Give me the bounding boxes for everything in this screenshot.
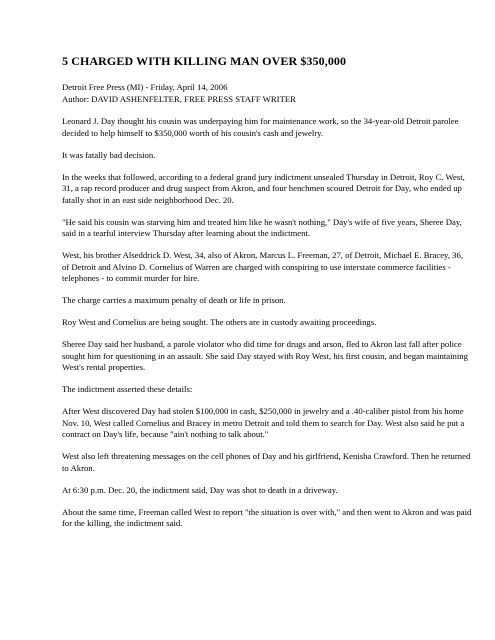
paragraph: At 6:30 p.m. Dec. 20, the indictment said, Day was shot to death in a driveway. xyxy=(62,484,338,495)
paragraph: Roy West and Cornelius are being sought. The others are in custody awaiting proceedings. xyxy=(62,317,377,327)
article-headline: 5 CHARGED WITH KILLING MAN OVER $350,000 xyxy=(62,54,347,68)
paragraph: Sheree Day said her husband, a parole violator who did time for drugs and arson, fled to Akron last fall after police sought him for questioning in an assault. She said Day stayed with Roy West, his first cousin, and began maintaining West's rental properties. xyxy=(62,339,468,372)
paragraph: It was fatally bad decision. xyxy=(62,149,156,160)
source-line: Detroit Free Press (MI) - Friday, April 14, 2006 xyxy=(62,82,228,92)
author-line: Author: DAVID ASHENFELTER, FREE PRESS STAFF WRITER xyxy=(62,93,296,104)
paragraph: West also left threatening messages on the cell phones of Day and his girlfriend, Kenisha Crawford. Then he returned to Akron. xyxy=(62,451,471,473)
paragraph: West, his brother Alseddrick D. West, 34, also of Akron, Marcus L. Freeman, 27, of Detroit, Michael E. Bracey, 36, of Detroit and Alvino D. Cornelius of Warren are charged with conspiring to use interstate commerce facilities - telephones - to commit murder for hire. xyxy=(62,250,464,283)
paragraph: In the weeks that followed, according to a federal grand jury indictment unsealed Thursday in Detroit, Roy C. West, 31, a rap record producer and drug suspect from Akron, and four henchmen scoured Detroit for Day, who ended up fatally shot in an east side neighborhood Dec. 20. xyxy=(62,171,465,205)
document-page xyxy=(62,54,472,540)
paragraph: About the same time, Freeman called West to report "the situation is over with," and then went to Akron and was paid for the killing, the indictment said. xyxy=(62,506,472,528)
paragraph: "He said his cousin was starving him and treated him like he wasn't nothing," Day's wife of five years, Sheree Day, said in a tearful interview Thursday after learning about the indictment. xyxy=(62,216,462,238)
paragraph: Leonard J. Day thought his cousin was underpaying him for maintenance work, so the 34-year-old Detroit parolee decided to help himself to $350,000 worth of his cousin's cash and jewelry. xyxy=(62,116,459,138)
paragraph: The charge carries a maximum penalty of death or life in prison. xyxy=(62,295,286,305)
paragraph: The indictment asserted these details: xyxy=(62,384,193,394)
article-meta xyxy=(62,82,472,105)
paragraph: After West discovered Day had stolen $100,000 in cash, $250,000 in jewelry and a .40-caliber pistol from his home Nov. 10, West called Cornelius and Bracey in metro Detroit and told them to search for Day. West also said he put a contract on Day's life, because "ain't nothing to talk about." xyxy=(62,406,465,439)
article-body xyxy=(62,116,472,530)
